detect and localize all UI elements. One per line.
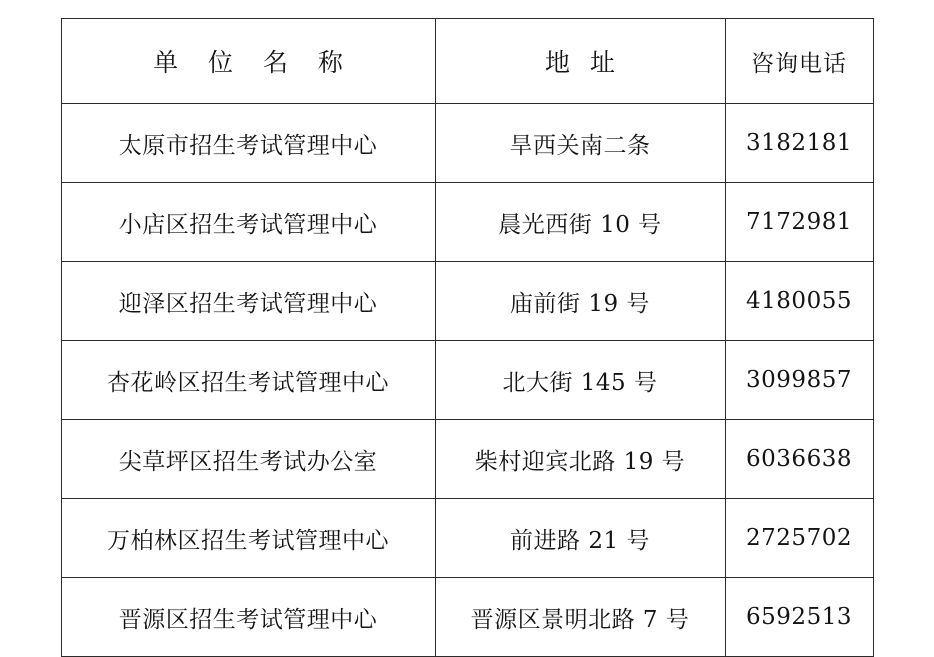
- cell-address: 晨光西街 10 号: [435, 183, 725, 262]
- cell-unit-name: 晋源区招生考试管理中心: [61, 578, 435, 657]
- cell-unit-name: 尖草坪区招生考试办公室: [61, 420, 435, 499]
- table-row: [61, 420, 873, 499]
- cell-phone: 7172981: [725, 183, 873, 262]
- cell-phone: 6036638: [725, 420, 873, 499]
- table-row: [61, 341, 873, 420]
- column-header-phone: 咨询电话: [725, 19, 873, 104]
- cell-phone: 3099857: [725, 341, 873, 420]
- cell-address: 旱西关南二条: [435, 104, 725, 183]
- admissions-offices-table: [61, 18, 874, 657]
- cell-phone: 2725702: [725, 499, 873, 578]
- cell-address: 晋源区景明北路 7 号: [435, 578, 725, 657]
- table-row: [61, 499, 873, 578]
- table-row: [61, 578, 873, 657]
- table-row: [61, 104, 873, 183]
- column-header-address: 地 址: [435, 19, 725, 104]
- table-header-row: [61, 19, 873, 104]
- cell-address: 北大街 145 号: [435, 341, 725, 420]
- cell-address: 柴村迎宾北路 19 号: [435, 420, 725, 499]
- cell-phone: 6592513: [725, 578, 873, 657]
- cell-address: 前进路 21 号: [435, 499, 725, 578]
- cell-unit-name: 万柏林区招生考试管理中心: [61, 499, 435, 578]
- cell-unit-name: 迎泽区招生考试管理中心: [61, 262, 435, 341]
- cell-unit-name: 小店区招生考试管理中心: [61, 183, 435, 262]
- table-row: [61, 183, 873, 262]
- column-header-name: 单 位 名 称: [61, 19, 435, 104]
- table-row: [61, 262, 873, 341]
- cell-phone: 3182181: [725, 104, 873, 183]
- cell-unit-name: 太原市招生考试管理中心: [61, 104, 435, 183]
- cell-unit-name: 杏花岭区招生考试管理中心: [61, 341, 435, 420]
- cell-phone: 4180055: [725, 262, 873, 341]
- cell-address: 庙前街 19 号: [435, 262, 725, 341]
